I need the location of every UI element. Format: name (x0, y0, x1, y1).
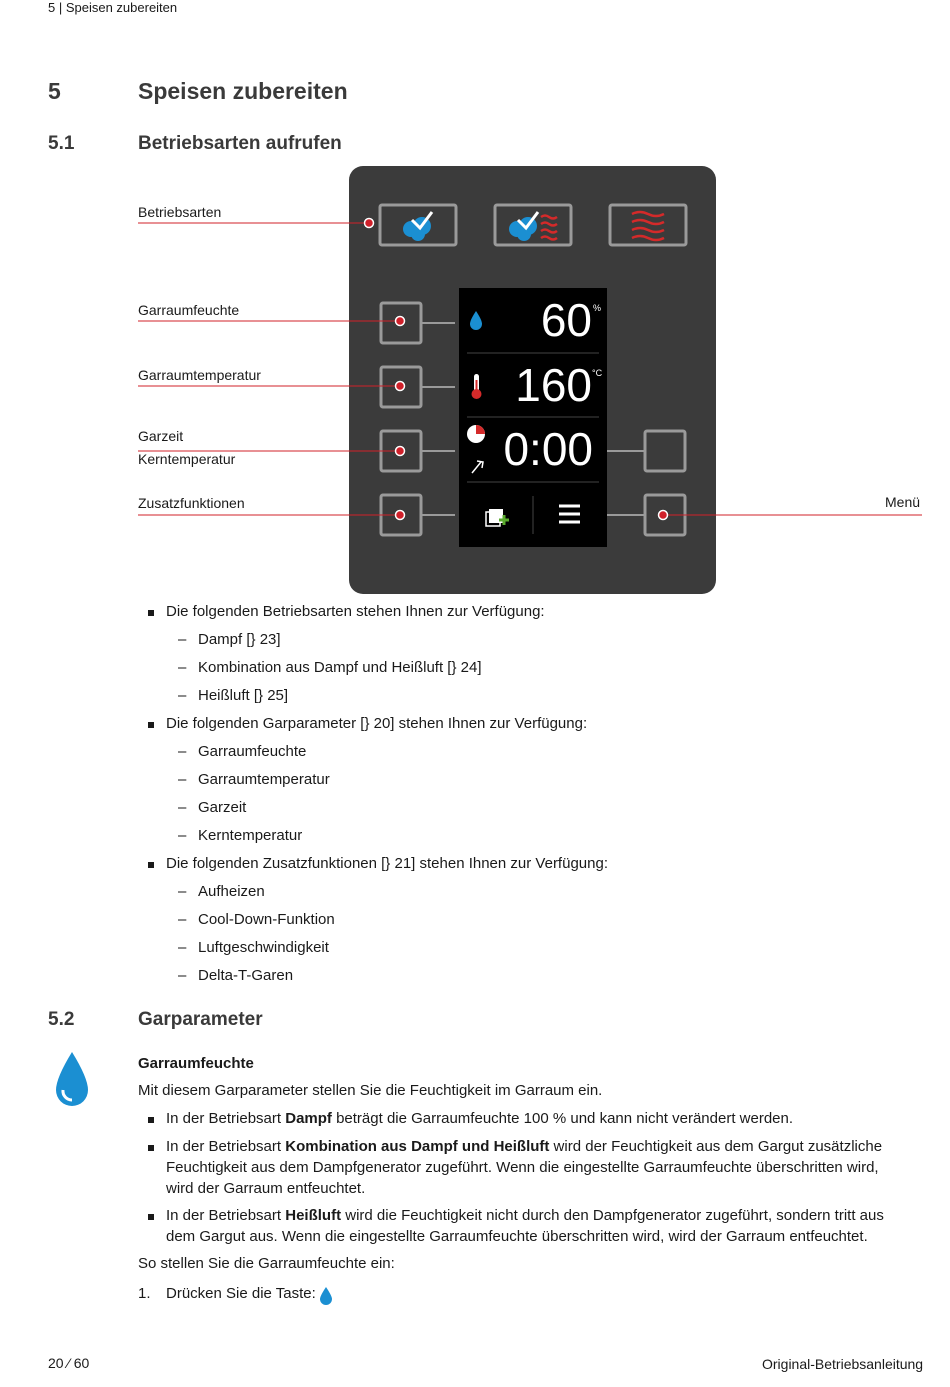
list-item: Die folgenden Garparameter [} 20] stehen Ihnen zur Verfügung: (166, 715, 588, 732)
list-item: Heißluft [} 25] (198, 687, 289, 704)
bullet-kombination-line2: Feuchtigkeit aus dem Dampfgenerator zugeführt. Wenn die eingestellte Garraumfeuchte überschritten wird, (166, 1159, 879, 1176)
list-item: Aufheizen (198, 883, 265, 900)
section-5-2-number: 5.2 (48, 1009, 75, 1030)
list-item: Delta-T-Garen (198, 967, 294, 984)
mode-button-combi[interactable] (495, 205, 571, 245)
mode-button-hot-air[interactable] (610, 205, 686, 245)
running-header: 5 | Speisen zubereiten (48, 0, 178, 15)
combi-icon (509, 212, 557, 241)
section-5-1-number: 5.1 (48, 133, 75, 154)
howto-text: So stellen Sie die Garraumfeuchte ein: (138, 1255, 395, 1272)
temperature-value: 160 (515, 359, 592, 411)
list-item: Garraumtemperatur (198, 771, 330, 788)
bullet-heissluft-line2: dem Gargut aus. Wenn die eingestellte Garraumfeuchte überschritten wird, wird der Garraum entfeuchtet. (166, 1228, 868, 1245)
steam-icon (403, 212, 432, 241)
list-item: Luftgeschwindigkeit (198, 939, 329, 956)
list-item: Cool-Down-Funktion (198, 911, 335, 928)
bullet-dampf: In der Betriebsart Dampf beträgt die Garraumfeuchte 100 % und kann nicht verändert werden. (166, 1110, 794, 1127)
section-5-title: Speisen zubereiten (138, 78, 348, 104)
label-betriebsarten: Betriebsarten (138, 204, 222, 220)
humidity-key-icon (319, 1286, 333, 1306)
hot-air-icon (632, 212, 664, 240)
list-item: Die folgenden Betriebsarten stehen Ihnen zur Verfügung: (166, 603, 545, 620)
humidity-value: 60 (540, 294, 592, 346)
page-number: 20 ⁄ 60 (48, 1355, 90, 1371)
section-5-1-title: Betriebsarten aufrufen (138, 133, 342, 154)
step-text: Drücken Sie die Taste: (166, 1285, 316, 1302)
label-garzeit: Garzeit (138, 428, 184, 444)
water-drop-icon (52, 1050, 94, 1108)
label-menu: Menü (885, 494, 921, 510)
label-zusatzfunktionen: Zusatzfunktionen (138, 495, 245, 511)
bullet-heissluft: In der Betriebsart Heißluft wird die Feuchtigkeit nicht durch den Dampfgenerator zugeführt, sondern tritt aus (166, 1207, 884, 1224)
section-5-2-title: Garparameter (138, 1009, 263, 1030)
section-5-number: 5 (48, 78, 61, 104)
mode-button-steam[interactable] (380, 205, 456, 245)
label-kerntemperatur: Kerntemperatur (138, 451, 236, 467)
button-kerntemperatur-right[interactable] (645, 431, 685, 471)
garraumfeuchte-intro: Mit diesem Garparameter stellen Sie die Feuchtigkeit im Garraum ein. (138, 1082, 603, 1099)
list-item: Die folgenden Zusatzfunktionen [} 21] stehen Ihnen zur Verfügung: (166, 855, 608, 872)
document-title: Original-Betriebsanleitung (762, 1356, 924, 1372)
list-item: Dampf [} 23] (198, 631, 281, 648)
list-item: Garzeit (198, 799, 247, 816)
list-item: Kerntemperatur (198, 827, 303, 844)
bullet-kombination-line3: wird der Garraum entfeuchtet. (166, 1180, 366, 1197)
list-item: Garraumfeuchte (198, 743, 307, 760)
list-item: Kombination aus Dampf und Heißluft [} 24] (198, 659, 482, 676)
temperature-unit: °C (592, 368, 603, 378)
step-number: 1. (138, 1285, 151, 1302)
humidity-unit: % (593, 303, 602, 313)
time-value: 0:00 (503, 423, 593, 475)
bullet-kombination: In der Betriebsart Kombination aus Dampf und Heißluft wird der Feuchtigkeit aus dem Gargut zusätzliche (166, 1138, 883, 1155)
label-garraumfeuchte: Garraumfeuchte (138, 302, 240, 318)
garraumfeuchte-heading: Garraumfeuchte (138, 1055, 254, 1072)
label-garraumtemperatur: Garraumtemperatur (138, 367, 261, 383)
timer-icon (467, 425, 485, 443)
